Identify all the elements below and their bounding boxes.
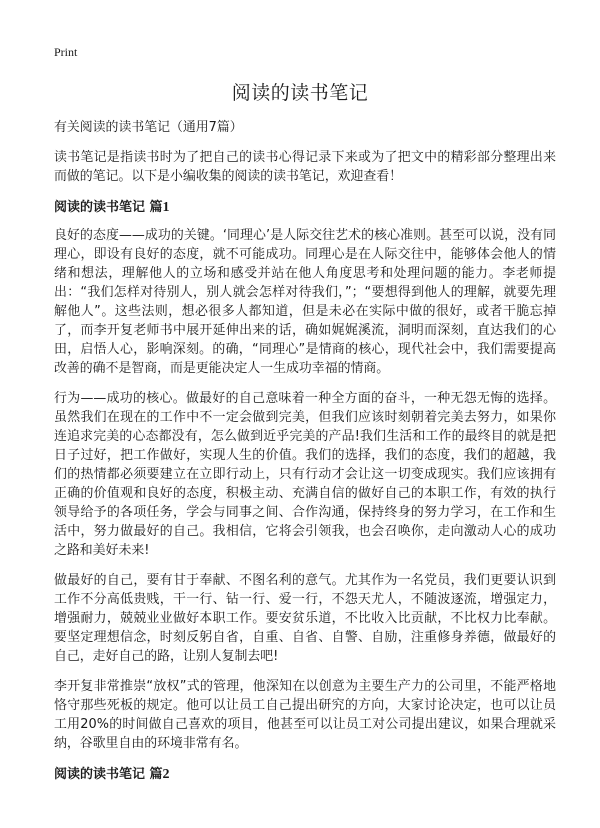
section-heading-2: [54, 765, 556, 784]
section-1-paragraph-2: 行为——成功的核心。做最好的自己意味着一种全方面的奋斗，一种无怨无悔的选择。虽然我们在现在的工作中不一定会做到完美，但我们应该时刻朝着完美去努力，如果你连追求完美的心态都没有，怎么做到近乎完美的产品!我们生活和工作的最终目的就是把日子过好，把工作做好，实现人生的价值。我们的选择，我们的态度，我们的超越，我们的热情都必须要建立在立即行动上，只有行动才会让这一切变成现实。我们应该拥有正确的价值观和良好的态度，积极主动、充满自信的做好自己的本职工作，有效的执行领导给予的各项任务，学会与同事之间、合作沟通，保持终身的努力学习，在工作和生活中，努力做最好的自己。我相信，它将会引领我，也会召唤你，走向激动人心的成功之路和美好未来!: [54, 391, 556, 558]
section-1-paragraph-4: 李开复非常推崇“放权”式的管理，他深知在以创意为主要生产力的公司里，不能严格地恪守那些死板的规定。他可以让员工自己提出研究的方向，大家讨论决定，也可以让员工用20%的时间做自己喜欢的项目，他甚至可以让员工对公司提出建议，如果合理就采纳，谷歌里自由的环境非常有名。: [54, 679, 556, 751]
section-heading-text: 阅读的读书笔记 篇: [54, 767, 163, 782]
section-heading-1: [54, 198, 556, 217]
print-link[interactable]: Print: [54, 45, 78, 59]
document-title: 阅读的读书笔记: [231, 82, 369, 104]
section-heading-text: 阅读的读书笔记 篇: [54, 200, 163, 215]
section-heading-number: 2: [162, 767, 170, 782]
document-body: [54, 118, 556, 793]
section-heading-number: 1: [162, 200, 170, 215]
intro-paragraph: 读书笔记是指读书时为了把自己的读书心得记录下来或为了把文中的精彩部分整理出来而做的笔记。以下是小编收集的阅读的读书笔记，欢迎查看！: [54, 150, 556, 184]
document-subtitle: 有关阅读的读书笔记（通用7篇）: [54, 120, 243, 135]
section-1-paragraph-3: 做最好的自己，要有甘于奉献、不图名利的意气。尤其作为一名党员，我们更要认识到工作不分高低贵贱，干一行、钻一行、爱一行，不怨天尤人，不随波逐流，增强定力，增强耐力，兢兢业业做好本职工作。要安贫乐道，不比收入比贡献，不比权力比奉献。要坚定理想信念，时刻反躬自省，自重、自省、自警、自励，注重修身养德，做最好的自己，走好自己的路，让别人复制去吧!: [54, 573, 556, 664]
section-1-paragraph-1: 良好的态度——成功的关键。‘同理心’是人际交往艺术的核心准则。甚至可以说，没有同理心，即设有良好的态度，就不可能成功。同理心是在人际交往中，能够体会他人的情绪和想法，理解他人的立场和感受并站在他人角度思考和处理问题的能力。李老师提出：“我们怎样对待别人，别人就会怎样对待我们，”；“要想得到他人的理解，就要先理解他人”。这些法则，想必很多人都知道，但是未必在实际中做的很好，或者干脆忘掉了，而李开复老师书中展开延伸出来的话，确如娓娓溪流，洞明而深刻，直达我们的心田，启悟人心，影响深刻。的确，“同理心”是情商的核心，现代社会中，我们需要提高改善的确不是智商，而是更能决定人一生成功幸福的情商。: [54, 228, 556, 376]
